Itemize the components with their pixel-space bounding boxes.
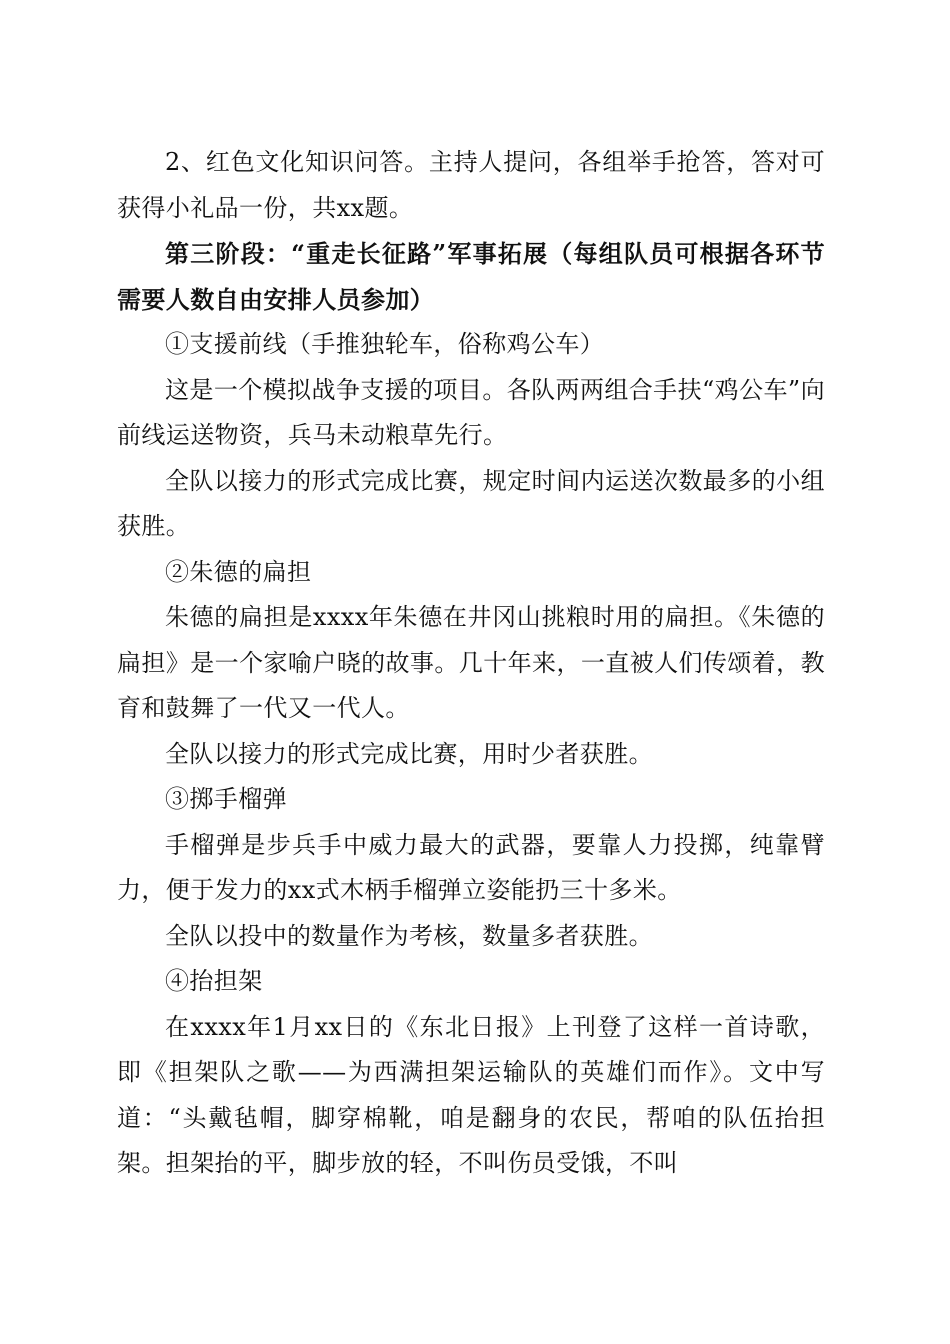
paragraph-support-front-desc: 这是一个模拟战争支援的项目。各队两两组合手扶“鸡公车”向前线运送物资，兵马未动粮草先行。 xyxy=(117,375,825,449)
paragraph-zhu-de-pole-rule: 全队以接力的形式完成比赛，用时少者获胜。 xyxy=(165,739,653,768)
item-heading-support-front: ①支援前线（手推独轮车，俗称鸡公车） xyxy=(165,330,605,358)
paragraph-quiz: 2、红色文化知识问答。主持人提问，各组举手抢答，答对可获得小礼品一份，共xx题。 xyxy=(117,148,825,222)
item-heading-zhu-de-pole: ②朱德的扁担 xyxy=(165,557,312,586)
paragraph-grenade-rule: 全队以投中的数量作为考核，数量多者获胜。 xyxy=(165,921,653,950)
paragraph-grenade-desc: 手榴弹是步兵手中威力最大的武器，要靠人力投掷，纯靠臂力，便于发力的xx式木柄手榴弹立姿能扔三十多米。 xyxy=(117,830,825,904)
paragraph-stretcher-desc: 在xxxx年1月xx日的《东北日报》上刊登了这样一首诗歌，即《担架队之歌——为西满担架运输队的英雄们而作》。文中写道：“头戴毡帽，脚穿棉靴，咱是翻身的农民，帮咱的队伍抬担架。担架抬的平，脚步放的轻，不叫伤员受饿，不叫 xyxy=(117,1012,825,1177)
item-heading-stretcher: ④抬担架 xyxy=(165,967,263,995)
paragraph-zhu-de-pole-desc: 朱德的扁担是xxxx年朱德在井冈山挑粮时用的扁担。《朱德的扁担》是一个家喻户晓的故事。几十年来，一直被人们传颂着，教育和鼓舞了一代又一代人。 xyxy=(117,603,825,722)
paragraph-support-front-rule: 全队以接力的形式完成比赛，规定时间内运送次数最多的小组获胜。 xyxy=(117,466,825,540)
section-heading-stage-three: 第三阶段：“重走长征路”军事拓展（每组队员可根据各环节需要人数自由安排人员参加） xyxy=(117,239,825,314)
item-heading-grenade: ③掷手榴弹 xyxy=(165,785,287,813)
document-body xyxy=(117,140,825,1187)
